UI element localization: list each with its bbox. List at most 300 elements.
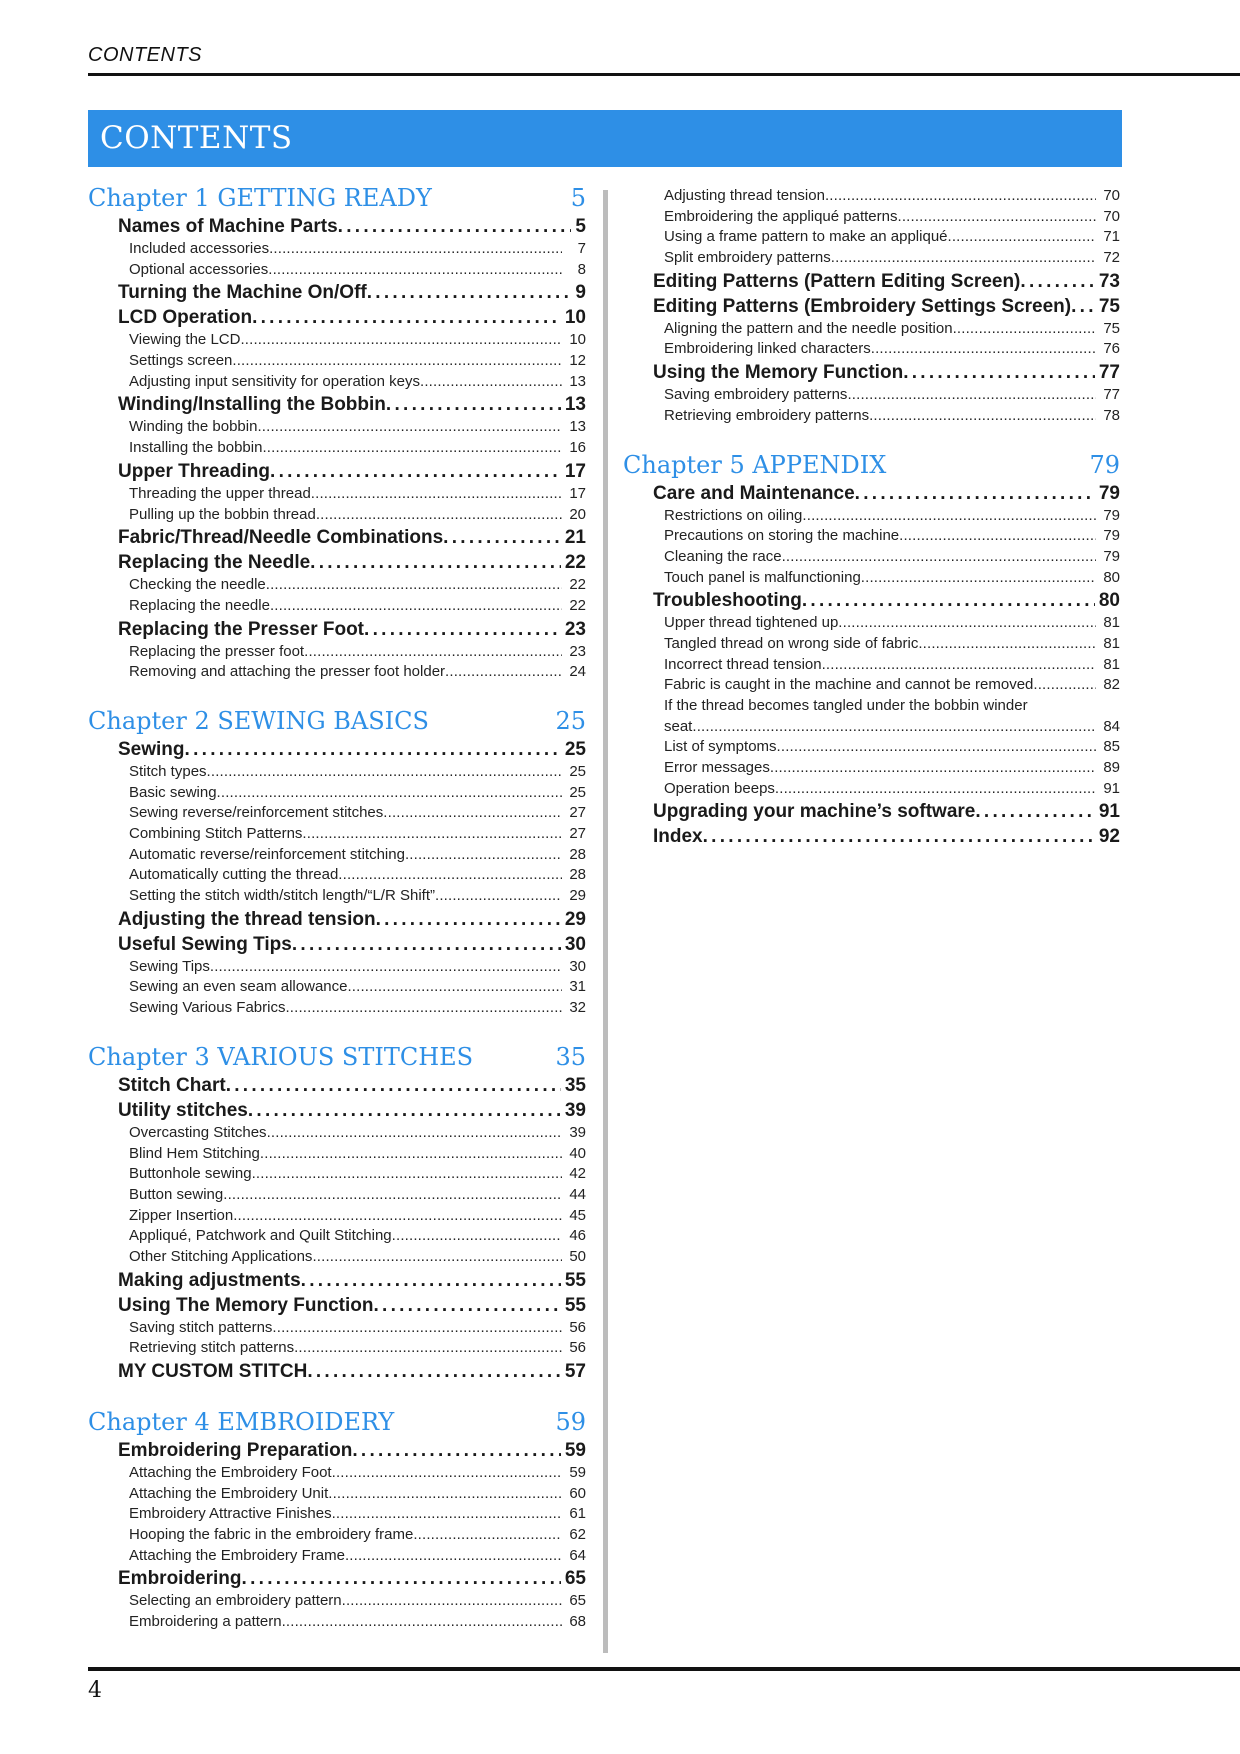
entry-page-number: 16: [569, 439, 586, 457]
dot-leader: [855, 481, 1095, 506]
entry-title: Stitch Chart: [118, 1074, 226, 1096]
entry-page-number: 9: [575, 282, 586, 304]
dot-leader: [332, 1463, 562, 1484]
toc-section-entry[interactable]: [118, 1566, 586, 1591]
entry-page-number: 59: [569, 1464, 586, 1481]
entry-page-number: 57: [564, 1361, 586, 1382]
entry-title: Attaching the Embroidery Frame: [129, 1546, 345, 1564]
toc-subsection-entry[interactable]: [129, 762, 586, 783]
entry-title: Threading the upper thread: [129, 484, 311, 502]
entry-title: Included accessories: [129, 240, 270, 257]
toc-subsection-entry[interactable]: [129, 1504, 586, 1525]
entry-title: Upper Threading: [118, 460, 271, 482]
toc-subsection-entry[interactable]: [129, 1484, 586, 1505]
dot-leader: [1020, 269, 1094, 294]
dot-leader: [1071, 294, 1095, 319]
entry-page-number: 62: [569, 1526, 586, 1544]
entry-page-number: 10: [569, 331, 586, 349]
entry-title: Upper thread tightened up: [664, 614, 839, 632]
toc-section-entry[interactable]: [118, 907, 586, 932]
toc-subsection-entry[interactable]: [129, 1546, 586, 1567]
toc-section-entry[interactable]: [118, 392, 586, 417]
toc-subsection-entry[interactable]: [664, 248, 1120, 269]
toc-subsection-entry[interactable]: [664, 737, 1120, 758]
entry-title: Turning the Machine On/Off: [118, 282, 367, 304]
entry-title: Button sewing: [129, 1185, 224, 1203]
dot-leader: [413, 1525, 562, 1546]
entry-title: Setting the stitch width/stitch length/“L/R Shift”: [129, 887, 435, 905]
entry-page-number: 65: [569, 1592, 586, 1610]
entry-page-number: 13: [564, 394, 586, 416]
dot-leader: [270, 596, 562, 617]
entry-page-number: 31: [569, 978, 586, 996]
entry-page-number: 73: [1098, 270, 1120, 292]
toc-subsection-entry[interactable]: [129, 351, 586, 372]
entry-title: Settings screen: [129, 352, 233, 370]
entry-page-number: 60: [569, 1484, 586, 1502]
toc-subsection-entry[interactable]: [129, 1206, 586, 1227]
column-divider: [603, 190, 608, 1653]
toc-subsection-entry[interactable]: [129, 1338, 586, 1359]
entry-title: Buttonhole sewing: [129, 1165, 252, 1183]
entry-page-number: 29: [569, 887, 586, 905]
entry-page-number: 85: [1103, 738, 1120, 756]
toc-section-entry[interactable]: [118, 459, 586, 484]
entry-title: Saving embroidery patterns: [664, 386, 848, 404]
toc-subsection-entry[interactable]: [664, 506, 1120, 527]
toc-subsection-entry[interactable]: [664, 568, 1120, 589]
toc-section-entry[interactable]: [653, 360, 1120, 385]
toc-subsection-entry[interactable]: [664, 227, 1120, 248]
toc-subsection-entry[interactable]: [664, 675, 1120, 696]
dot-leader: [301, 1268, 561, 1293]
toc-subsection-entry[interactable]: [664, 717, 1120, 738]
toc-subsection-entry[interactable]: [129, 642, 586, 663]
chapter-page-number: 25: [555, 706, 586, 735]
toc-subsection-entry[interactable]: [129, 1591, 586, 1612]
toc-section-entry[interactable]: [118, 1438, 586, 1463]
dot-leader: [217, 783, 562, 804]
entry-title: List of symptoms: [664, 738, 777, 756]
entry-title: Sewing an even seam allowance: [129, 978, 348, 996]
toc-subsection-entry[interactable]: [129, 484, 586, 505]
toc-section-entry[interactable]: [118, 525, 586, 550]
toc-left-column: [88, 182, 586, 1633]
toc-subsection-entry[interactable]: [129, 1612, 586, 1633]
toc-subsection-entry[interactable]: [129, 957, 586, 978]
toc-subsection-entry[interactable]: [129, 1318, 586, 1339]
entry-title: MY CUSTOM STITCH: [118, 1361, 308, 1382]
dot-leader: [185, 737, 561, 762]
entry-page-number: 46: [569, 1227, 586, 1245]
toc-subsection-entry[interactable]: [129, 845, 586, 866]
entry-page-number: 27: [569, 804, 586, 822]
dot-leader: [270, 459, 561, 484]
toc-subsection-entry[interactable]: [664, 758, 1120, 779]
entry-page-number: 56: [569, 1339, 586, 1357]
entry-page-number: 22: [564, 552, 586, 574]
entry-page-number: 17: [569, 484, 586, 502]
toc-subsection-entry[interactable]: [664, 207, 1120, 228]
entry-page-number: 23: [564, 618, 586, 640]
entry-page-number: 81: [1103, 614, 1120, 632]
entry-title: Hooping the fabric in the embroidery frame: [129, 1526, 414, 1544]
toc-section-entry[interactable]: [653, 481, 1120, 506]
entry-page-number: 56: [569, 1318, 586, 1336]
toc-subsection-entry[interactable]: [129, 330, 586, 351]
entry-title: Sewing reverse/reinforcement stitches: [129, 804, 384, 822]
running-head-title: CONTENTS: [88, 44, 202, 66]
dot-leader: [948, 227, 1097, 248]
entry-title: Other Stitching Applications: [129, 1247, 313, 1265]
entry-page-number: 79: [1098, 482, 1120, 504]
dot-leader: [262, 438, 562, 459]
entry-title: Replacing the needle: [129, 596, 270, 614]
toc-subsection-entry[interactable]: [129, 417, 586, 438]
dot-leader: [311, 484, 562, 505]
entry-page-number: 5: [575, 216, 586, 237]
entry-title: Adjusting the thread tension: [118, 908, 376, 930]
chapter-heading[interactable]: [88, 1406, 586, 1438]
toc-subsection-entry[interactable]: [129, 438, 586, 459]
contents-banner: CONTENTS: [88, 110, 1122, 167]
entry-title: Combining Stitch Patterns: [129, 825, 303, 842]
toc-section-entry[interactable]: [118, 1268, 586, 1293]
entry-page-number: 80: [1103, 568, 1120, 586]
toc-subsection-entry[interactable]: [664, 779, 1120, 800]
entry-title: Embroidering Preparation: [118, 1440, 353, 1461]
entry-page-number: 29: [564, 908, 586, 930]
toc-section-entry[interactable]: [118, 617, 586, 642]
entry-title: Using a frame pattern to make an appliqué: [664, 228, 948, 246]
toc-section-entry[interactable]: [118, 280, 586, 305]
toc-subsection-entry[interactable]: [664, 339, 1120, 360]
toc-subsection-entry[interactable]: [129, 1226, 586, 1247]
chapter-heading[interactable]: [88, 705, 586, 737]
entry-title: Viewing the LCD: [129, 331, 241, 349]
entry-page-number: 13: [569, 418, 586, 436]
toc-subsection-entry[interactable]: [129, 824, 586, 845]
entry-page-number: 79: [1103, 527, 1120, 545]
entry-title: Precautions on storing the machine: [664, 527, 900, 545]
chapter-title: Chapter 2 SEWING BASICS: [88, 706, 429, 735]
entry-page-number: 25: [564, 738, 586, 760]
entry-page-number: 13: [569, 372, 586, 390]
toc-section-entry[interactable]: [118, 932, 586, 957]
dot-leader: [831, 248, 1096, 269]
chapter-page-number: 79: [1089, 450, 1120, 479]
toc-subsection-entry[interactable]: [664, 634, 1120, 655]
toc-subsection-entry[interactable]: [129, 239, 586, 260]
toc-subsection-entry[interactable]: [129, 260, 586, 281]
toc-section-entry[interactable]: [118, 1293, 586, 1318]
dot-leader: [210, 957, 562, 978]
entry-page-number: 77: [1098, 362, 1120, 384]
entry-title: Troubleshooting: [653, 590, 802, 612]
toc-subsection-entry[interactable]: [129, 1247, 586, 1268]
chapter-heading[interactable]: [88, 182, 586, 214]
toc-subsection-entry[interactable]: [129, 1144, 586, 1165]
dot-leader: [903, 360, 1095, 385]
toc-subsection-entry[interactable]: [129, 865, 586, 886]
toc-section-entry[interactable]: [653, 824, 1120, 849]
entry-title: Winding the bobbin: [129, 418, 258, 436]
toc-subsection-entry[interactable]: [664, 526, 1120, 547]
toc-subsection-entry[interactable]: [129, 1525, 586, 1546]
toc-subsection-entry[interactable]: [664, 613, 1120, 634]
entry-page-number: 81: [1103, 634, 1120, 652]
dot-leader: [392, 1226, 562, 1247]
entry-page-number: 25: [569, 762, 586, 780]
toc-section-entry[interactable]: [653, 269, 1120, 294]
entry-page-number: 42: [569, 1165, 586, 1183]
entry-title: Optional accessories: [129, 260, 269, 278]
toc-subsection-entry[interactable]: [129, 886, 586, 907]
entry-page-number: 23: [569, 642, 586, 660]
toc-subsection-entry[interactable]: [664, 385, 1120, 406]
dot-leader: [233, 1206, 562, 1227]
dot-leader: [266, 575, 562, 596]
entry-title: LCD Operation: [118, 307, 253, 329]
dot-leader: [847, 385, 1096, 406]
entry-page-number: 45: [569, 1206, 586, 1224]
dot-leader: [445, 662, 562, 683]
toc-subsection-entry[interactable]: [129, 1185, 586, 1206]
dot-leader: [838, 613, 1096, 634]
dot-leader: [304, 642, 562, 663]
entry-page-number: 55: [564, 1294, 586, 1316]
entry-page-number: 70: [1103, 187, 1120, 204]
entry-title: Embroidering linked characters: [664, 340, 871, 358]
toc-section-entry[interactable]: [118, 1359, 586, 1384]
entry-title: Split embroidery patterns: [664, 249, 831, 267]
entry-page-number: 77: [1103, 386, 1120, 404]
entry-title: Editing Patterns (Embroidery Settings Screen): [653, 295, 1072, 317]
dot-leader: [294, 1338, 562, 1359]
toc-subsection-entry[interactable]: [129, 505, 586, 526]
entry-page-number: 39: [564, 1099, 586, 1121]
entry-title: Winding/Installing the Bobbin: [118, 394, 386, 416]
entry-title: Retrieving stitch patterns: [129, 1339, 295, 1357]
entry-title: Index: [653, 826, 703, 848]
dot-leader: [770, 758, 1096, 779]
toc-subsection-entry[interactable]: [664, 655, 1120, 676]
chapter-page-number: 5: [570, 184, 586, 212]
entry-page-number: 81: [1103, 655, 1120, 673]
dot-leader: [352, 1438, 560, 1463]
dot-leader: [226, 1073, 561, 1098]
entry-title: Attaching the Embroidery Foot: [129, 1464, 332, 1481]
dot-leader: [332, 1504, 562, 1525]
entry-page-number: 82: [1103, 676, 1120, 694]
dot-leader: [292, 932, 561, 957]
toc-section-entry[interactable]: [118, 737, 586, 762]
entry-page-number: 10: [564, 307, 586, 329]
entry-page-number: 70: [1103, 207, 1120, 225]
chapter-heading[interactable]: [623, 449, 1120, 481]
toc-subsection-entry[interactable]: [129, 575, 586, 596]
top-rule: [88, 73, 1240, 76]
dot-leader: [347, 977, 562, 998]
toc-subsection-entry[interactable]: [129, 1123, 586, 1144]
entry-title: Removing and attaching the presser foot holder: [129, 663, 446, 681]
entry-title: Appliqué, Patchwork and Quilt Stitching: [129, 1227, 392, 1245]
toc-subsection-entry[interactable]: [664, 186, 1120, 207]
toc-section-entry[interactable]: [118, 1073, 586, 1098]
dot-leader: [1033, 675, 1096, 696]
entry-page-number: 30: [564, 933, 586, 955]
entry-page-number: 72: [1103, 249, 1120, 267]
entry-page-number: 80: [1098, 590, 1120, 612]
entry-title: Using the Memory Function: [653, 362, 904, 384]
dot-leader: [260, 1144, 562, 1165]
entry-page-number: 8: [577, 260, 586, 278]
entry-title: Restrictions on oiling: [664, 506, 803, 524]
entry-page-number: 32: [569, 999, 586, 1017]
entry-title: Fabric/Thread/Needle Combinations: [118, 527, 444, 549]
toc-section-entry[interactable]: [118, 305, 586, 330]
page-number: 4: [88, 1678, 102, 1703]
entry-title: Care and Maintenance: [653, 482, 855, 504]
toc-subsection-entry[interactable]: [664, 547, 1120, 568]
entry-title: Selecting an embroidery pattern: [129, 1592, 342, 1610]
entry-page-number: 71: [1103, 228, 1120, 246]
dot-leader: [443, 525, 561, 550]
dot-leader: [312, 1247, 562, 1268]
entry-title: Replacing the Needle: [118, 552, 311, 574]
entry-page-number: 68: [569, 1613, 586, 1631]
toc-section-entry[interactable]: [653, 799, 1120, 824]
dot-leader: [802, 588, 1095, 613]
dot-leader: [272, 1318, 562, 1339]
chapter-page-number: 59: [555, 1408, 586, 1436]
dot-leader: [345, 1546, 562, 1567]
dot-leader: [207, 762, 562, 783]
dot-leader: [240, 330, 562, 351]
entry-title: Tangled thread on wrong side of fabric: [664, 634, 919, 652]
dot-leader: [242, 1566, 561, 1591]
dot-leader: [285, 998, 562, 1019]
entry-title: Fabric is caught in the machine and cannot be removed: [664, 676, 1034, 694]
dot-leader: [386, 392, 561, 417]
dot-leader: [782, 547, 1096, 568]
entry-page-number: 75: [1098, 295, 1120, 317]
dot-leader: [364, 617, 561, 642]
toc-subsection-entry[interactable]: [129, 1164, 586, 1185]
toc-section-entry[interactable]: [118, 214, 586, 239]
entry-title: Sewing Various Fabrics: [129, 999, 286, 1017]
dot-leader: [302, 824, 562, 845]
entry-page-number: 25: [569, 783, 586, 801]
toc-subsection-entry[interactable]: [129, 596, 586, 617]
entry-title: Stitch types: [129, 762, 207, 780]
dot-leader: [405, 845, 562, 866]
dot-leader: [703, 824, 1095, 849]
entry-page-number: 21: [564, 527, 586, 549]
chapter-title: Chapter 4 EMBROIDERY: [88, 1408, 395, 1436]
entry-page-number: 79: [1103, 506, 1120, 524]
dot-leader: [269, 239, 562, 260]
toc-subentry-wrapped-line[interactable]: If the thread becomes tangled under the bobbin winder: [664, 697, 1028, 714]
dot-leader: [252, 305, 561, 330]
dot-leader: [373, 1293, 560, 1318]
dot-leader: [316, 505, 562, 526]
entry-title: Using The Memory Function: [118, 1294, 374, 1316]
entry-page-number: 12: [569, 352, 586, 370]
toc-subsection-entry[interactable]: [664, 406, 1120, 427]
toc-subsection-entry[interactable]: [129, 977, 586, 998]
entry-title: Cleaning the race: [664, 547, 782, 565]
entry-page-number: 55: [564, 1269, 586, 1291]
dot-leader: [223, 1185, 562, 1206]
toc-subsection-entry[interactable]: [129, 1463, 586, 1484]
entry-title: seat: [664, 717, 693, 735]
toc-section-entry[interactable]: [118, 550, 586, 575]
entry-title: Sewing Tips: [129, 957, 210, 975]
entry-page-number: 65: [564, 1568, 586, 1590]
entry-page-number: 84: [1103, 717, 1120, 735]
dot-leader: [282, 1612, 562, 1633]
entry-page-number: 20: [569, 505, 586, 523]
entry-title: Replacing the Presser Foot: [118, 618, 365, 640]
entry-page-number: 27: [569, 825, 586, 842]
entry-title: Embroidering a pattern: [129, 1613, 282, 1631]
toc-section-entry[interactable]: [653, 588, 1120, 613]
entry-title: Making adjustments: [118, 1269, 301, 1291]
entry-title: Automatically cutting the thread: [129, 866, 339, 884]
chapter-heading[interactable]: [88, 1041, 586, 1073]
entry-title: Upgrading your machine’s software: [653, 801, 976, 823]
entry-title: Blind Hem Stitching: [129, 1144, 260, 1162]
entry-title: Aligning the pattern and the needle position: [664, 319, 953, 337]
entry-title: Retrieving embroidery patterns: [664, 406, 870, 424]
entry-title: Checking the needle: [129, 576, 266, 594]
toc-right-column: [623, 186, 1120, 849]
toc-subsection-entry[interactable]: [664, 319, 1120, 340]
toc-subsection-entry[interactable]: [129, 662, 586, 683]
dot-leader: [420, 372, 562, 393]
entry-page-number: 39: [569, 1123, 586, 1141]
dot-leader: [338, 214, 572, 239]
entry-page-number: 89: [1103, 759, 1120, 777]
chapter-title: Chapter 3 VARIOUS STITCHES: [88, 1042, 474, 1071]
entry-page-number: 64: [569, 1546, 586, 1564]
toc-subsection-entry[interactable]: [129, 803, 586, 824]
entry-title: Adjusting input sensitivity for operation keys: [129, 372, 420, 390]
toc-section-entry[interactable]: [653, 294, 1120, 319]
dot-leader: [268, 260, 562, 281]
entry-title: Zipper Insertion: [129, 1206, 234, 1224]
entry-title: Touch panel is malfunctioning: [664, 568, 861, 586]
dot-leader: [252, 1164, 562, 1185]
toc-subsection-entry[interactable]: [129, 998, 586, 1019]
bottom-rule: [88, 1667, 1240, 1671]
entry-page-number: 59: [564, 1440, 586, 1461]
toc-subsection-entry[interactable]: [129, 372, 586, 393]
entry-page-number: 91: [1098, 801, 1120, 823]
dot-leader: [822, 655, 1096, 676]
chapter-title: Chapter 5 APPENDIX: [623, 450, 887, 479]
entry-title: Automatic reverse/reinforcement stitching: [129, 845, 405, 863]
toc-section-entry[interactable]: [118, 1098, 586, 1123]
entry-page-number: 7: [577, 240, 586, 257]
entry-page-number: 61: [569, 1505, 586, 1523]
entry-title: Basic sewing: [129, 783, 217, 801]
entry-page-number: 50: [569, 1247, 586, 1265]
toc-subsection-entry[interactable]: [129, 783, 586, 804]
entry-page-number: 78: [1103, 406, 1120, 424]
entry-title: Attaching the Embroidery Unit: [129, 1484, 329, 1502]
